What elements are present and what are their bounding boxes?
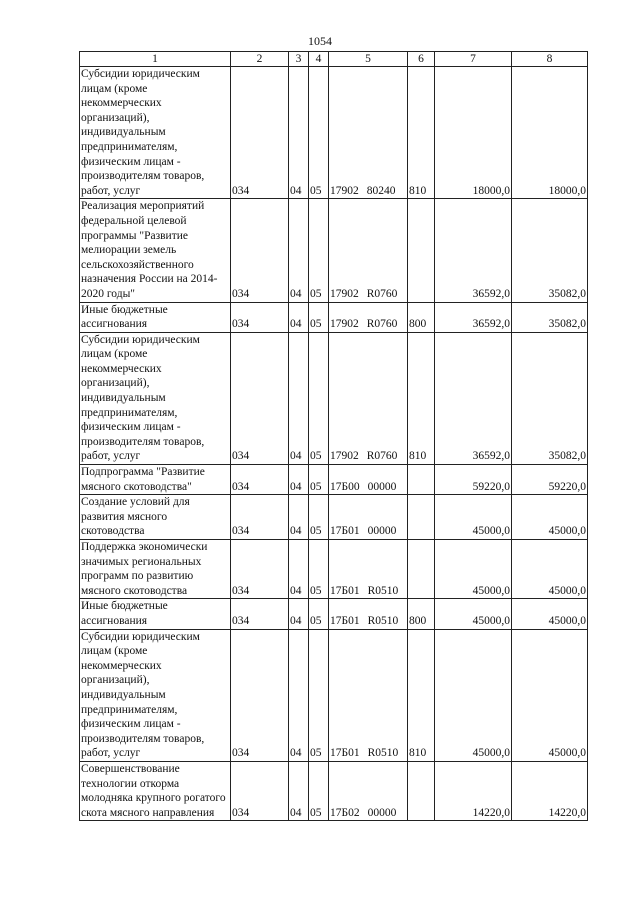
section-code: 04 (289, 332, 309, 464)
table-row (80, 67, 588, 199)
expense-type-code: 810 (408, 332, 435, 464)
amount-year-2: 45000,0 (512, 495, 588, 540)
row-name: Совершенствование технологии откорма молодняка крупного рогатого скота мясного направления (80, 761, 231, 820)
table-row (80, 761, 588, 820)
subsection-code: 05 (309, 629, 329, 761)
amount-year-2: 59220,0 (512, 465, 588, 495)
target-article-code (329, 495, 408, 540)
ministry-code: 034 (231, 465, 289, 495)
column-header: 8 (512, 52, 588, 67)
amount-year-1: 36592,0 (435, 332, 512, 464)
section-code: 04 (289, 629, 309, 761)
target-article-code (329, 332, 408, 464)
row-name: Субсидии юридическим лицам (кроме некоммерческих организаций), индивидуальным предпринимателям, физическим лицам - производителям товаров, работ, услуг (80, 629, 231, 761)
subsection-code: 05 (309, 465, 329, 495)
amount-year-1: 14220,0 (435, 761, 512, 820)
section-code: 04 (289, 761, 309, 820)
column-header: 4 (309, 52, 329, 67)
subsection-code: 05 (309, 67, 329, 199)
ministry-code: 034 (231, 199, 289, 302)
table-row (80, 495, 588, 540)
row-name: Реализация мероприятий федеральной целевой программы "Развитие мелиорации земель сельскохозяйственного назначения России на 2014-2020 годы" (80, 199, 231, 302)
target-article-part: 17902 (330, 318, 359, 331)
amount-year-1: 45000,0 (435, 599, 512, 629)
page-number: 1054 (308, 34, 332, 48)
target-article-code (329, 761, 408, 820)
table-row (80, 599, 588, 629)
target-article-code (329, 199, 408, 302)
expense-type-code: 800 (408, 302, 435, 332)
target-article-part: 17Б01 (330, 525, 360, 538)
subsection-code: 05 (309, 540, 329, 599)
amount-year-2: 45000,0 (512, 629, 588, 761)
expense-type-code (408, 540, 435, 599)
target-article-part: 17Б01 (330, 747, 360, 760)
row-name: Субсидии юридическим лицам (кроме некоммерческих организаций), индивидуальным предпринимателям, физическим лицам - производителям товаров, работ, услуг (80, 332, 231, 464)
ministry-code: 034 (231, 540, 289, 599)
amount-year-1: 59220,0 (435, 465, 512, 495)
row-name: Поддержка экономически значимых региональных программ по развитию мясного скотоводства (80, 540, 231, 599)
table-row (80, 302, 588, 332)
expense-type-code: 810 (408, 67, 435, 199)
column-header: 6 (408, 52, 435, 67)
target-article-part: 00000 (367, 480, 397, 493)
expense-type-code (408, 199, 435, 302)
target-article-code (329, 599, 408, 629)
subsection-code: 05 (309, 495, 329, 540)
row-name: Подпрограмма "Развитие мясного скотоводства" (80, 465, 231, 495)
subsection-code: 05 (309, 302, 329, 332)
target-article-code (329, 302, 408, 332)
target-article-part: 17902 (330, 450, 359, 463)
target-article-code (329, 629, 408, 761)
amount-year-2: 35082,0 (512, 302, 588, 332)
amount-year-1: 45000,0 (435, 540, 512, 599)
table-row (80, 629, 588, 761)
subsection-code: 05 (309, 199, 329, 302)
row-name: Иные бюджетные ассигнования (80, 599, 231, 629)
amount-year-1: 36592,0 (435, 302, 512, 332)
table-row (80, 465, 588, 495)
row-name: Иные бюджетные ассигнования (80, 302, 231, 332)
table-row (80, 332, 588, 464)
column-header: 5 (329, 52, 408, 67)
section-code: 04 (289, 599, 309, 629)
target-article-part: R0510 (367, 747, 399, 760)
ministry-code: 034 (231, 67, 289, 199)
ministry-code: 034 (231, 302, 289, 332)
target-article-part: R0760 (366, 287, 398, 300)
ministry-code: 034 (231, 761, 289, 820)
amount-year-2: 35082,0 (512, 199, 588, 302)
amount-year-2: 14220,0 (512, 761, 588, 820)
section-code: 04 (289, 495, 309, 540)
column-header: 3 (289, 52, 309, 67)
amount-year-1: 45000,0 (435, 629, 512, 761)
section-code: 04 (289, 540, 309, 599)
ministry-code: 034 (231, 629, 289, 761)
budget-table (79, 51, 588, 821)
expense-type-code (408, 761, 435, 820)
ministry-code: 034 (231, 599, 289, 629)
subsection-code: 05 (309, 599, 329, 629)
amount-year-2: 45000,0 (512, 599, 588, 629)
expense-type-code (408, 465, 435, 495)
column-number-row (80, 52, 588, 67)
row-name: Субсидии юридическим лицам (кроме некоммерческих организаций), индивидуальным предпринимателям, физическим лицам - производителям товаров, работ, услуг (80, 67, 231, 199)
amount-year-2: 18000,0 (512, 67, 588, 199)
target-article-part: 17902 (330, 184, 359, 197)
subsection-code: 05 (309, 332, 329, 464)
expense-type-code (408, 495, 435, 540)
target-article-part: 17Б00 (330, 480, 360, 493)
section-code: 04 (289, 199, 309, 302)
column-header: 2 (231, 52, 289, 67)
column-header: 7 (435, 52, 512, 67)
target-article-part: R0760 (366, 450, 398, 463)
table-row (80, 540, 588, 599)
target-article-code (329, 67, 408, 199)
amount-year-2: 45000,0 (512, 540, 588, 599)
target-article-part: R0510 (367, 614, 399, 627)
column-header: 1 (80, 52, 231, 67)
target-article-part: 00000 (367, 525, 397, 538)
section-code: 04 (289, 465, 309, 495)
expense-type-code: 800 (408, 599, 435, 629)
target-article-part: 17Б01 (330, 614, 360, 627)
amount-year-2: 35082,0 (512, 332, 588, 464)
amount-year-1: 18000,0 (435, 67, 512, 199)
row-name: Создание условий для развития мясного скотоводства (80, 495, 231, 540)
target-article-code (329, 540, 408, 599)
expense-type-code: 810 (408, 629, 435, 761)
section-code: 04 (289, 67, 309, 199)
target-article-part: 17Б02 (330, 806, 360, 819)
target-article-part: 80240 (366, 184, 396, 197)
amount-year-1: 45000,0 (435, 495, 512, 540)
target-article-part: 17902 (330, 287, 359, 300)
target-article-part: R0760 (366, 318, 398, 331)
table-row (80, 199, 588, 302)
target-article-part: 00000 (367, 806, 397, 819)
target-article-part: R0510 (367, 584, 399, 597)
target-article-part: 17Б01 (330, 584, 360, 597)
ministry-code: 034 (231, 332, 289, 464)
ministry-code: 034 (231, 495, 289, 540)
section-code: 04 (289, 302, 309, 332)
subsection-code: 05 (309, 761, 329, 820)
target-article-code (329, 465, 408, 495)
amount-year-1: 36592,0 (435, 199, 512, 302)
